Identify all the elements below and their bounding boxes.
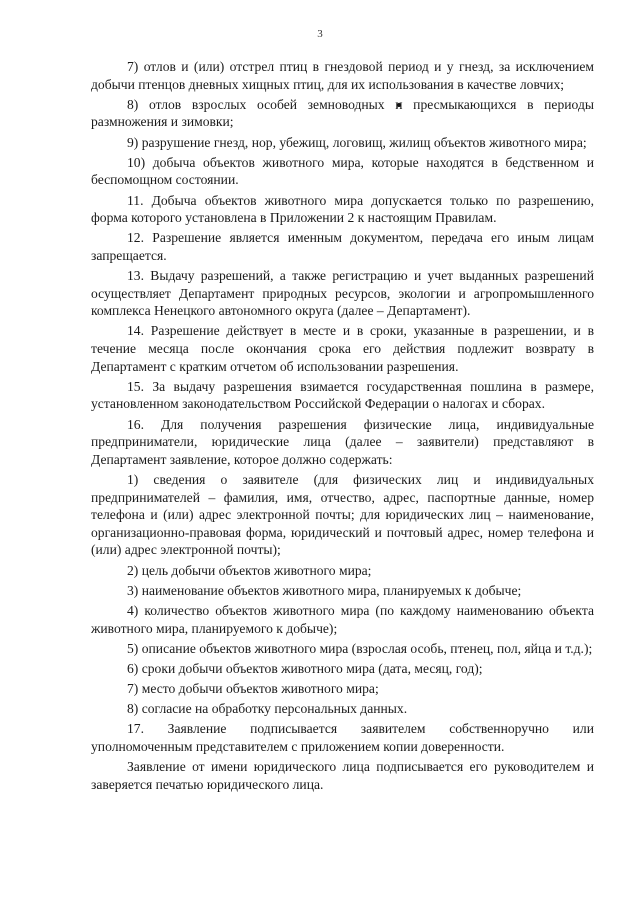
- item-7-location: 7) место добычи объектов животного мира;: [127, 681, 379, 697]
- item-8-consent: 8) согласие на обработку персональных данных.: [127, 701, 408, 717]
- document-body: [91, 58, 594, 796]
- clause-17-legal-entity: Заявление от имени юридического лица подписывается его руководителем и заверяется печатью юридического лица.: [91, 759, 594, 792]
- clause-12: 12. Разрешение является именным документом, передача его иным лицам запрещается.: [91, 230, 594, 263]
- clause-14: 14. Разрешение действует в месте и в сроки, указанные в разрешении, и в течение месяца после окончания срока его действия подлежит возврату в Департамент с кратким отчетом об использовании разрешения.: [91, 323, 594, 374]
- page-number: 3: [317, 28, 323, 40]
- item-1-applicant-info: 1) сведения о заявителе (для физических лиц и индивидуальных предпринимателей – фамилия, имя, отчество, адрес, паспортные данные, номер телефона и (или) адрес электронной почты; для юридических лиц – наименование, организационно-правовая форма, юридический и почтовый адрес, номер телефона и (или) адрес электронной почты);: [91, 472, 594, 558]
- item-3-species-name: 3) наименование объектов животного мира, планируемых к добыче;: [127, 582, 522, 598]
- clause-16: 16. Для получения разрешения физические лица, индивидуальные предприниматели, юридические лица (далее – заявители) представляют в Департамент заявление, которое должно содержать:: [91, 416, 594, 467]
- clause-11: 11. Добыча объектов животного мира допускается только по разрешению, форма которого установлена в Приложении 2 к настоящим Правилам.: [91, 192, 594, 226]
- paragraph-7-ban-nesting: 7) отлов и (или) отстрел птиц в гнездовой период и у гнезд, за исключением добычи птенцов дневных хищных птиц, для их использования в качестве ловчих;: [91, 59, 594, 92]
- item-6-dates: 6) сроки добычи объектов животного мира (дата, месяц, год);: [127, 660, 483, 676]
- item-4-quantity: 4) количество объектов животного мира (по каждому наименованию объекта животного мира, планируемого к добыче);: [91, 602, 594, 636]
- clause-13: 13. Выдачу разрешений, а также регистрацию и учет выданных разрешений осуществляет Департамент природных ресурсов, экологии и агропромышленного комплекса Ненецкого автономного округа (далее – Департамент).: [91, 268, 594, 319]
- paragraph-10-ban-helpless: 10) добыча объектов животного мира, которые находятся в бедственном и беспомощном состоянии.: [91, 154, 594, 188]
- paragraph-9-ban-destruction: 9) разрушение гнезд, нор, убежищ, логовищ, жилищ объектов животного мира;: [127, 134, 587, 150]
- paragraph-8-ban-amphibians: 8) отлов взрослых особей земноводных и пресмыкающихся в периоды размножения и зимовки;: [91, 96, 594, 130]
- item-5-description: 5) описание объектов животного мира (взрослая особь, птенец, пол, яйца и т.д.);: [127, 640, 593, 656]
- clause-17: 17. Заявление подписывается заявителем собственноручно или уполномоченным представителем с приложением копии доверенности.: [91, 721, 594, 755]
- item-2-purpose: 2) цель добычи объектов животного мира;: [127, 562, 372, 578]
- clause-15: 15. За выдачу разрешения взимается государственная пошлина в размере, установленном законодательством Российской Федерации о налогах и сборах.: [91, 378, 594, 412]
